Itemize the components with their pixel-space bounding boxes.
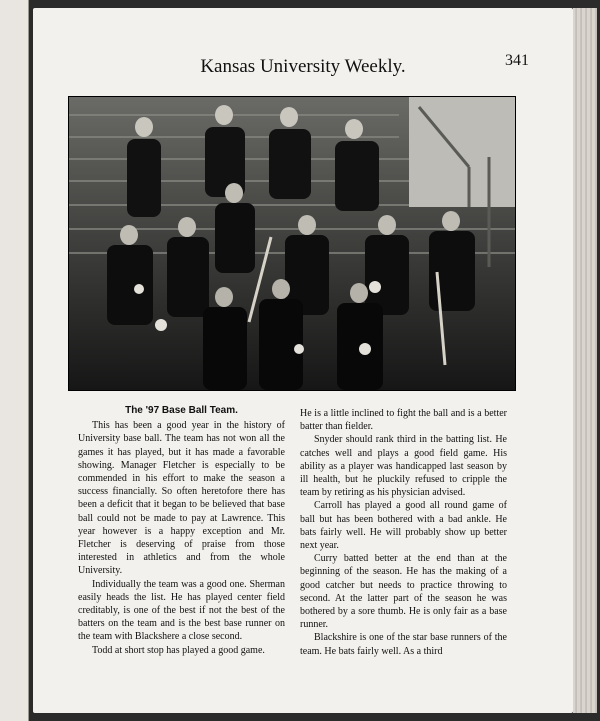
paragraph: Todd at short stop has played a good game. xyxy=(92,644,265,656)
article-right-column xyxy=(300,407,507,658)
paragraph: Individually the team was a good one. Sherman easily heads the list. He has played center field creditably, is one of the best if not the best of the batters on the team and is the best base runner on the team with Blackshere a close second. xyxy=(78,578,285,643)
paragraph: Snyder should rank third in the batting list. He catches well and plays a good field game. His ability as a player was handicapped last season by ill health, but he pluckily refused to cripple the team by retiring as his physician advised. xyxy=(300,434,507,499)
paragraph: Blackshire is one of the star base runners of the team. He bats fairly well. As a third xyxy=(300,632,507,657)
article-caption: The '97 Base Ball Team. xyxy=(125,405,238,416)
paragraph: This has been a good year in the history of University base ball. The team has not won all the games it has played, but it has made a favorable showing. Manager Fletcher is especially to be commended in his effort to make the season a success financially. So often heretofore there has been a deficit that it began to be believed that base ball could not be made to pay at Lawrence. This year however is a happy exception and Mr. Fletcher is deserving of praise from those interested in athletics and from the whole University. xyxy=(78,420,285,577)
book-page xyxy=(33,8,573,713)
left-page-edge xyxy=(0,0,29,721)
team-photo-image xyxy=(69,97,515,390)
paragraph: Curry batted better at the end than at the beginning of the season. He has the making of a good catcher but needs to practice throwing to second. At the latter part of the season he was bothered by a sore thumb. He is only fair as a base runner. xyxy=(300,553,507,631)
running-title: Kansas University Weekly. xyxy=(200,56,406,77)
team-photograph xyxy=(68,96,516,391)
page-number: 341 xyxy=(505,52,529,69)
paragraph: Carroll has played a good all round game of ball but has been bothered with a bad ankle. He bats fairly well. He will probably show up better next year. xyxy=(300,500,507,552)
page-stack-edge xyxy=(573,8,597,713)
paragraph-continuation: He is a little inclined to fight the ball and is a better batter than fielder. xyxy=(300,408,507,433)
article-left-column xyxy=(78,404,285,657)
